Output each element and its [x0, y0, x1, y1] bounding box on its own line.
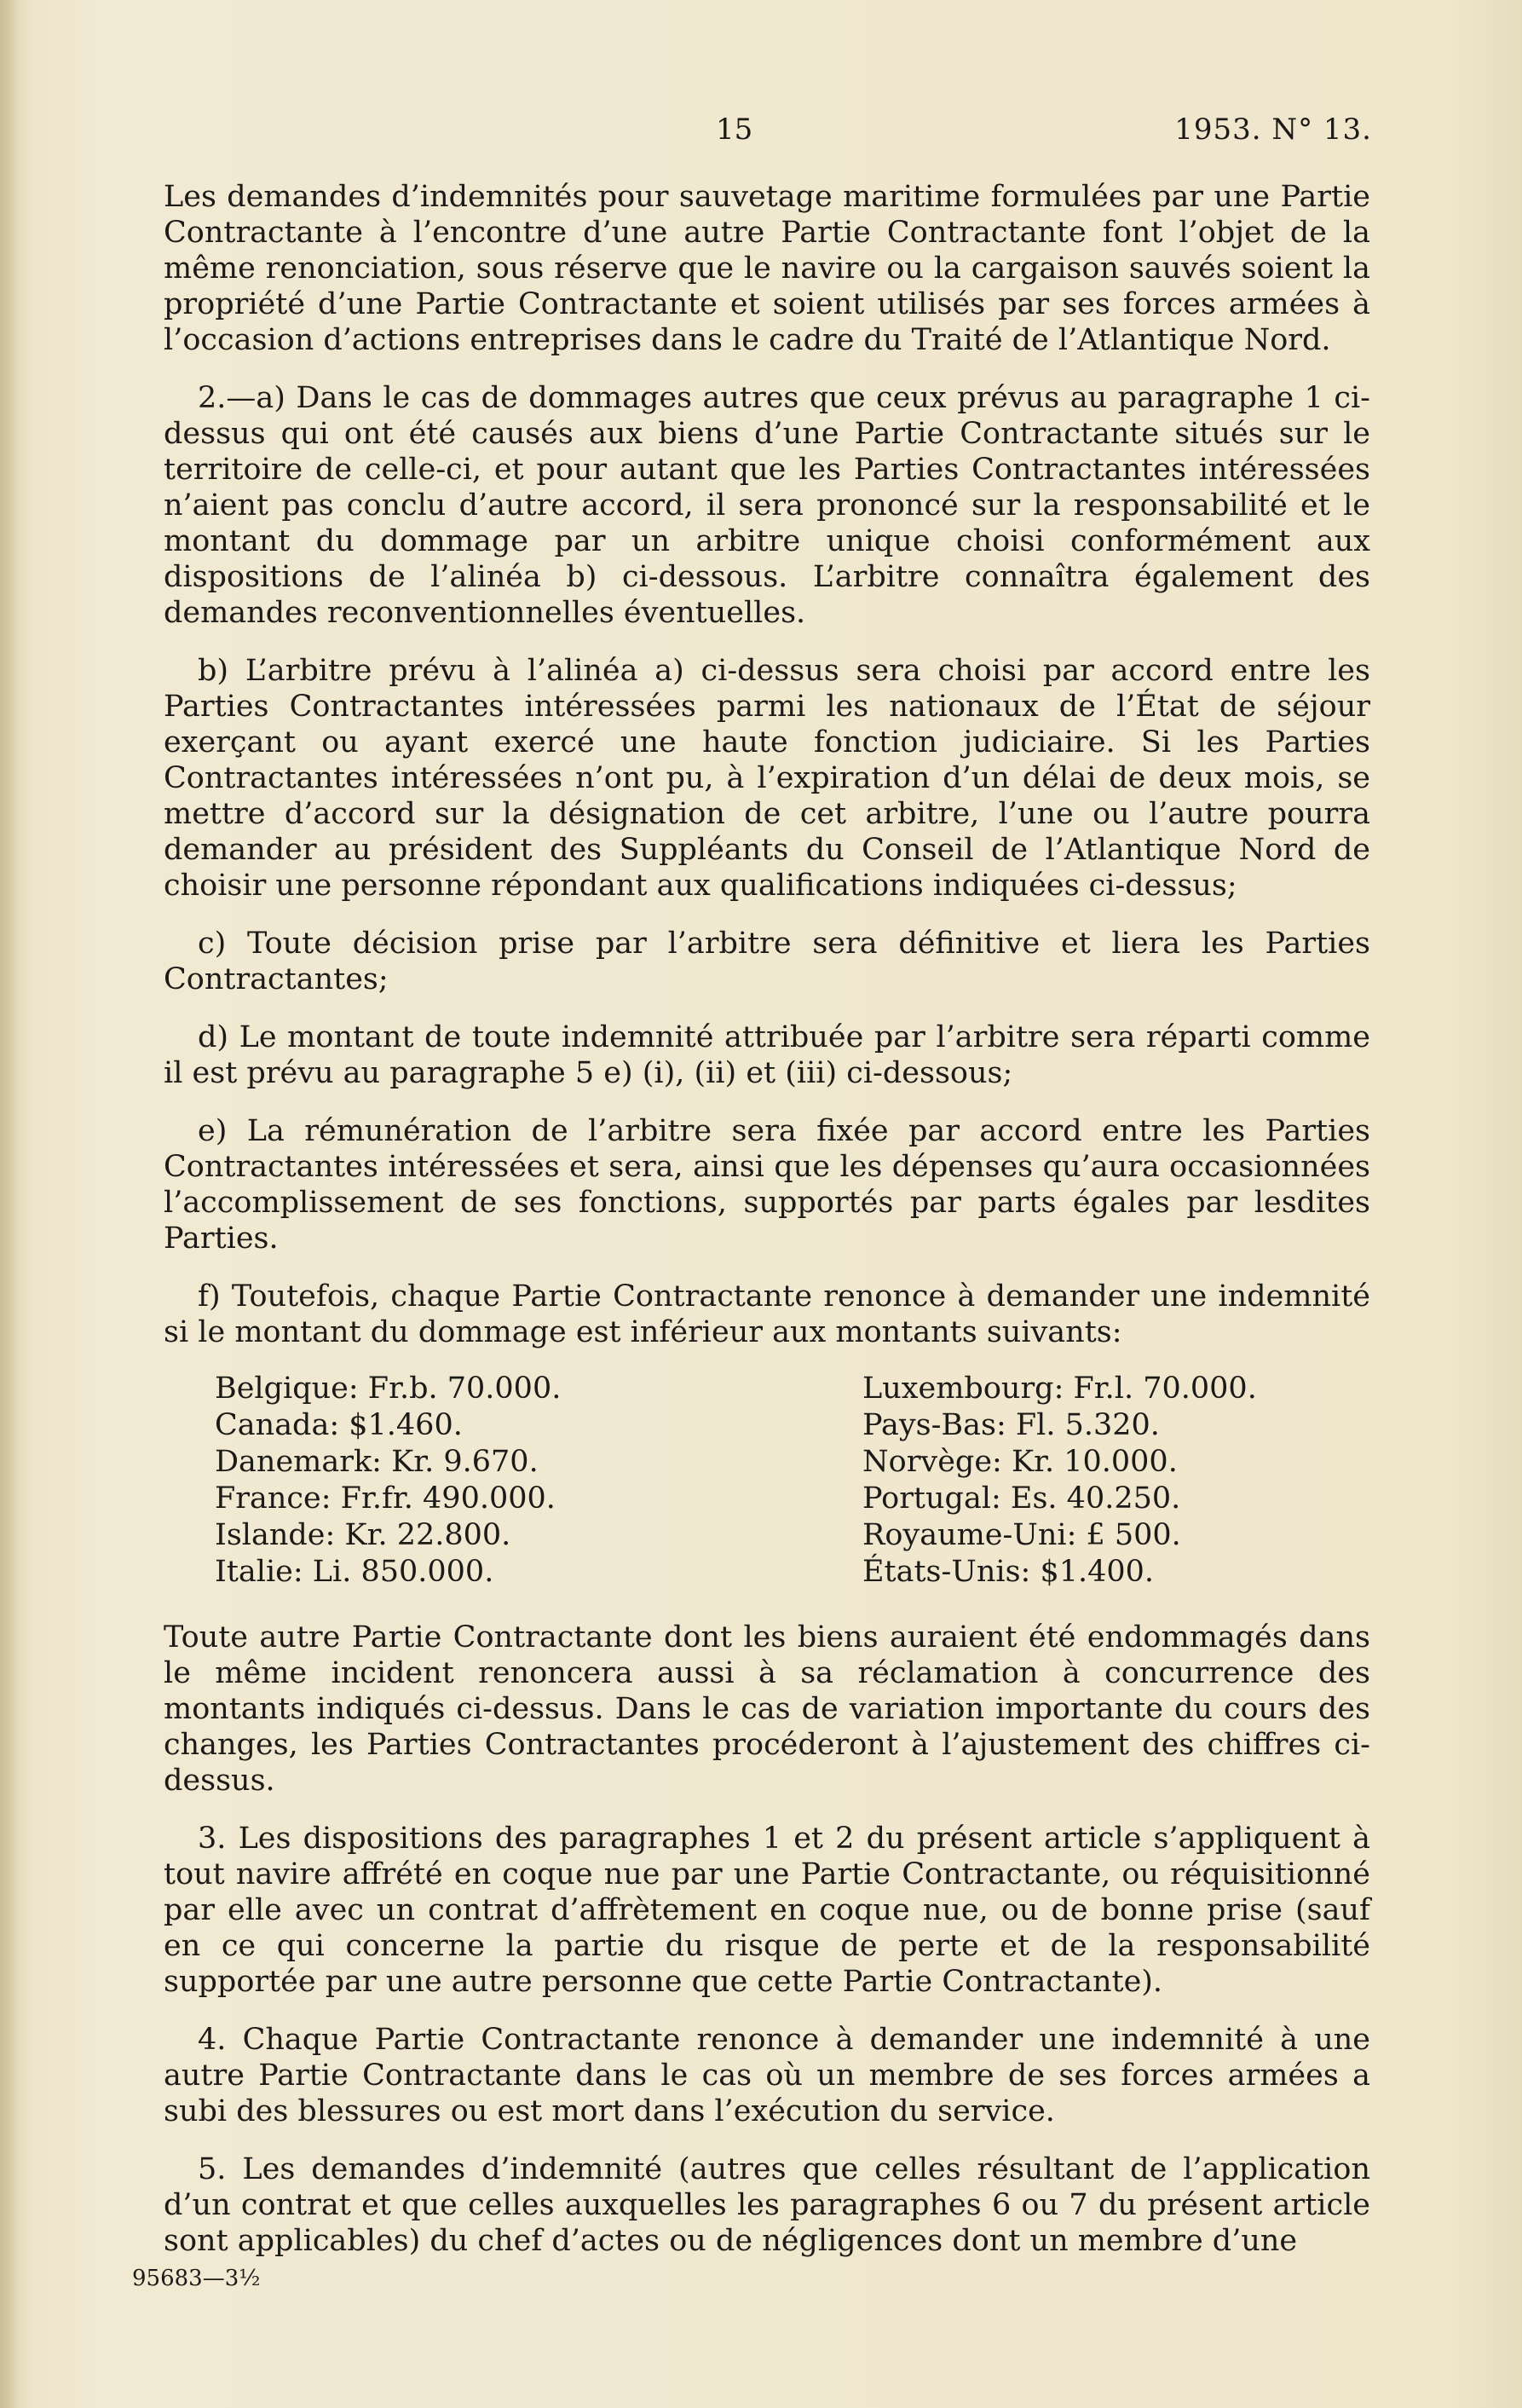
- page-gutter-shadow: [0, 0, 19, 2408]
- amount-italie: Italie: Li. 850.000.: [215, 1555, 494, 1589]
- amount-etats-unis: États-Unis: $1.400.: [862, 1555, 1155, 1589]
- amount-luxembourg: Luxembourg: Fr.l. 70.000.: [862, 1371, 1257, 1406]
- amount-pays-bas: Pays-Bas: Fl. 5.320.: [862, 1408, 1160, 1442]
- page-number: 15: [716, 113, 753, 147]
- paragraph-2e: e) La rémunération de l’arbitre sera fixée par accord entre les Parties Contractantes intéressées et sera, ainsi que les dépenses qu’aura occasionnées l’accomplissement de ses fonctions, supportés par parts égales par lesdites Parties.: [164, 1114, 1370, 1256]
- amount-islande: Islande: Kr. 22.800.: [215, 1518, 511, 1552]
- amount-belgique: Belgique: Fr.b. 70.000.: [215, 1371, 562, 1406]
- document-body: [164, 179, 1370, 2281]
- paragraph-2d: d) Le montant de toute indemnité attribuée par l’arbitre sera réparti comme il est prévu au paragraphe 5 e) (i), (ii) et (iii) ci-dessous;: [164, 1020, 1370, 1090]
- paragraph-2a: 2.—a) Dans le cas de dommages autres que ceux prévus au paragraphe 1 ci-dessus qui ont été causés aux biens d’une Partie Contractante situés sur le territoire de celle-ci, et pour autant que les Parties Contractantes intéressées n’aient pas conclu d’autre accord, il sera prononcé sur la responsabilité et le montant du dommage par un arbitre unique choisi conformément aux dispositions de l’alinéa b) ci-dessous. L’arbitre connaîtra également des demandes reconventionnelles éventuelles.: [164, 381, 1370, 630]
- paragraph-salvage-claims: Les demandes d’indemnités pour sauvetage maritime formulées par une Partie Contractante à l’encontre d’une autre Partie Contractante font l’objet de la même renonciation, sous réserve que le navire ou la cargaison sauvés soient la propriété d’une Partie Contractante et soient utilisés par ses forces armées à l’occasion d’actions entreprises dans le cadre du Traité de l’Atlantique Nord.: [164, 180, 1370, 357]
- amount-royaume-uni: Royaume-Uni: £ 500.: [862, 1518, 1181, 1552]
- paragraph-2b: b) L’arbitre prévu à l’alinéa a) ci-dessus sera choisi par accord entre les Parties Contractantes intéressées parmi les nationaux de l’État de séjour exerçant ou ayant exercé une haute fonction judiciaire. Si les Parties Contractantes intéressées n’ont pu, à l’expiration d’un délai de deux mois, se mettre d’accord sur la désignation de cet arbitre, l’une ou l’autre pourra demander au président des Suppléants du Conseil de l’Atlantique Nord de choisir une personne répondant aux qualifications indiquées ci-dessus;: [164, 654, 1370, 903]
- amount-canada: Canada: $1.460.: [215, 1408, 463, 1442]
- paragraph-2f: f) Toutefois, chaque Partie Contractante renonce à demander une indemnité si le montant du dommage est inférieur aux montants suivants:: [164, 1279, 1370, 1349]
- paragraph-2c: c) Toute décision prise par l’arbitre sera définitive et liera les Parties Contractantes;: [164, 927, 1370, 996]
- amount-danemark: Danemark: Kr. 9.670.: [215, 1445, 539, 1479]
- threshold-amounts-table: [164, 1371, 1370, 1591]
- paragraph-5: 5. Les demandes d’indemnité (autres que celles résultant de l’application d’un contrat et que celles auxquelles les paragraphes 6 ou 7 du présent article sont applicables) du chef d’actes ou de négligences dont un membre d’une: [164, 2152, 1370, 2258]
- amount-norvege: Norvège: Kr. 10.000.: [862, 1445, 1178, 1479]
- print-mark: 95683—3½: [132, 2266, 261, 2291]
- paragraph-other-party: Toute autre Partie Contractante dont les biens auraient été endommagés dans le même incident renoncera aussi à sa réclamation à concurrence des montants indiqués ci-dessus. Dans le cas de variation importante du cours des changes, les Parties Contractantes procéderont à l’ajustement des chiffres ci-dessus.: [164, 1620, 1370, 1798]
- page-header: [0, 113, 1522, 155]
- amount-portugal: Portugal: Es. 40.250.: [862, 1481, 1181, 1516]
- amount-france: France: Fr.fr. 490.000.: [215, 1481, 556, 1516]
- paragraph-3: 3. Les dispositions des paragraphes 1 et 2 du présent article s’appliquent à tout navire affrété en coque nue par une Partie Contractante, ou réquisitionné par elle avec un contrat d’affrètement en coque nue, ou de bonne prise (sauf en ce qui concerne la partie du risque de perte et de la responsabilité supportée par une autre personne que cette Partie Contractante).: [164, 1822, 1370, 1999]
- paragraph-4: 4. Chaque Partie Contractante renonce à demander une indemnité à une autre Partie Contractante dans le cas où un membre de ses forces armées a subi des blessures ou est mort dans l’exécution du service.: [164, 2023, 1370, 2128]
- document-reference: 1953. N° 13.: [1174, 113, 1372, 147]
